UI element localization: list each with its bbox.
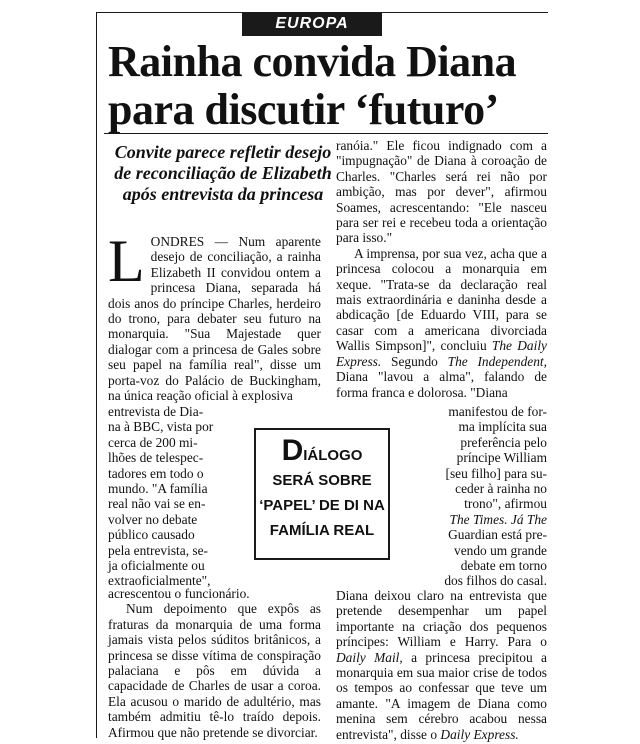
pull-quote-line-4: FAMÍLIA REAL xyxy=(269,522,375,539)
wrap-line: pela entrevista, se- xyxy=(108,542,209,558)
wrap-line: na à BBC, vista por xyxy=(108,419,214,435)
wrap-line: mundo. "A família xyxy=(108,481,208,497)
pull-quote-initial: D xyxy=(281,434,304,467)
wrap-line: extraoficialmente", xyxy=(108,573,211,589)
paragraph-4-mid: Diana "lavou a alma", falando de forma franca e dolorosa. "Diana xyxy=(336,369,547,400)
headline xyxy=(108,38,608,134)
paragraph-4-bottom: Diana deixou claro na entrevista que pretende desempenhar um papel importante na criação dos pequenos príncipes: William e Harry. Para o xyxy=(336,588,547,650)
wrap-line: príncipe William xyxy=(456,450,547,466)
wrap-line: público causado xyxy=(108,527,195,543)
wrap-line: entrevista de Dia- xyxy=(108,404,204,419)
headline-line-1: Rainha convida Diana xyxy=(108,37,517,86)
pull-quote-line-3: ‘PAPEL’ DE DI NA xyxy=(259,497,385,514)
paragraph-1-end: acrescentou o funcionário. xyxy=(108,586,250,601)
pull-quote-line-1: IÁLOGO xyxy=(303,447,363,464)
pull-quote xyxy=(254,428,390,560)
wrap-line: The Times. Já The xyxy=(449,511,547,527)
paragraph-1-top: ONDRES — Num aparente desejo de conciliação, a rainha Elizabeth II convidou ontem a princesa Diana, separada há dois anos do príncipe Charles, herdeiro do trono, para debater seu futuro na monarquia. "Sua Majestade quer dialogar com a princesa de Gales sobre seu papel na família real", disse um porta-voz do Palácio de Buckingham, na única reação oficial à explosiva xyxy=(108,234,321,404)
wrap-line: ja oficialmente ou xyxy=(108,558,205,574)
wrap-line: vendo um grande xyxy=(454,542,547,558)
wrap-line: real não vai se en- xyxy=(108,496,206,512)
section-label: EUROPA xyxy=(242,12,382,36)
paragraph-4-connector: Segundo xyxy=(391,353,438,369)
wrap-line: ma implícita sua xyxy=(458,419,547,435)
paragraph-4-bottom-2: a princesa precipitou a monarquia em sua maior crise de todos os tempos ao confessar que teve um amante. "A imagem de Diana como menina sem cérebro acabou nessa entrevista", disse o xyxy=(336,649,547,742)
wrap-line: debate em torno xyxy=(460,558,547,574)
paragraph-4-top: A imprensa, por sua vez, acha que a princesa colocou a monarquia em xeque. "Trata-se da declaração real mais extraordinária e daninha desde a abdicação [de Eduardo VIII, para se casar com a americana divorciada Wallis Simpson]", concluiu xyxy=(336,245,547,354)
article-column-2 xyxy=(336,138,547,400)
drop-cap: L xyxy=(108,228,145,294)
subheadline: Convite parece refletir desejo de reconciliação de Elizabeth após entrevista da princesa xyxy=(114,142,332,204)
newspaper-name: Daily Mail, xyxy=(336,649,403,665)
article-column-1-wrap xyxy=(108,404,244,589)
wrap-line: Guardian está pre- xyxy=(448,527,547,543)
wrap-line: lhões de telespec- xyxy=(108,450,204,466)
article-column-1-bottom xyxy=(108,586,321,740)
pull-quote-line-2: SERÁ SOBRE xyxy=(272,472,372,489)
wrap-line: volver no debate xyxy=(108,511,198,527)
wrap-line: ceder à rainha no xyxy=(455,481,547,497)
newspaper-name: Daily Express. xyxy=(440,726,519,742)
wrap-line: manifestou de for- xyxy=(448,404,547,419)
article-column-1 xyxy=(108,228,321,404)
article-column-2-wrap xyxy=(398,404,547,589)
newspaper-name: The Daily Express. xyxy=(336,338,547,369)
wrap-line: cerca de 200 mi- xyxy=(108,434,198,450)
left-column-rule xyxy=(96,12,97,738)
wrap-line: [seu filho] para su- xyxy=(445,465,547,481)
wrap-line: trono", afirmou xyxy=(464,496,547,512)
headline-line-2: para discutir ‘futuro’ xyxy=(108,85,499,134)
article-column-2-bottom xyxy=(336,588,547,742)
wrap-line: dos filhos do casal. xyxy=(444,573,547,589)
newspaper-name: The Independent, xyxy=(447,353,547,369)
wrap-line: preferência pelo xyxy=(460,434,547,450)
wrap-line: tadores em todo o xyxy=(108,465,204,481)
paragraph-3: ranóia." Ele ficou indignado com a "impugnação" de Diana à coroação de Charles. "Charles será rei não por ambição, mas por dever", afirmou Soames, acrescentando: "Ele nasceu para ser rei e recebeu toda a orientação para isso." xyxy=(336,138,547,246)
paragraph-2: Num depoimento que expôs as fraturas da monarquia de uma forma jamais vista pelos súditos britânicos, a princesa se disse vítima de conspiração palaciana e pôs em dúvida a capacidade de Charles de usar a coroa. Ela acusou o marido de adultério, mas também admitiu tê-lo traído depois. Afirmou que não pretende se divorciar. xyxy=(108,601,321,740)
